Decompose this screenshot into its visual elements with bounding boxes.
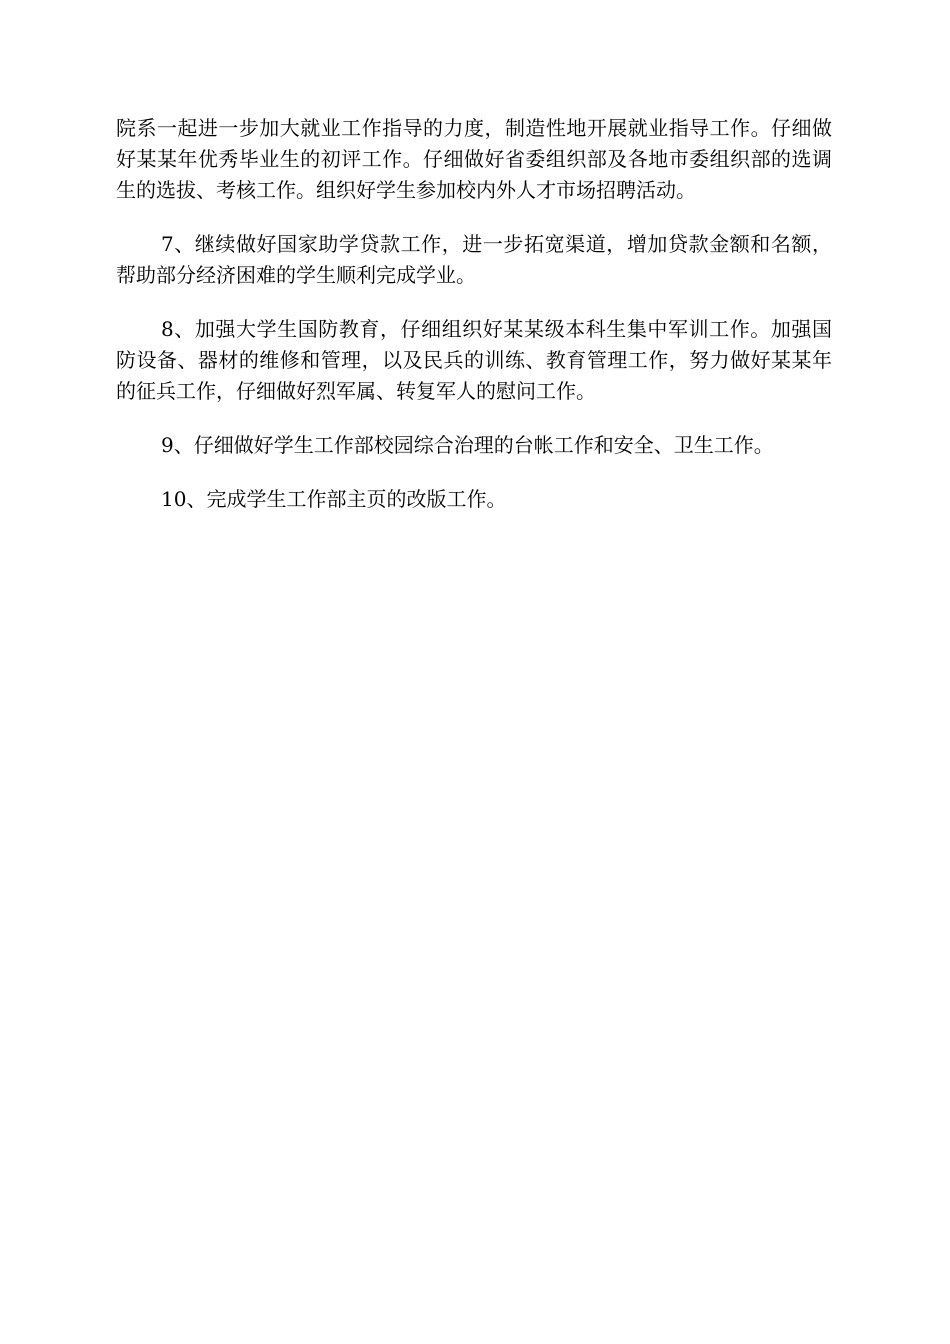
document-body xyxy=(116,113,832,538)
paragraph-employment-guidance: 院系一起进一步加大就业工作指导的力度，制造性地开展就业指导工作。仔细做好某某年优秀毕业生的初评工作。仔细做好省委组织部及各地市委组织部的选调生的选拔、考核工作。组织好学生参加校内外人才市场招聘活动。 xyxy=(116,116,832,202)
paragraph-item-7-student-loans: 7、继续做好国家助学贷款工作，进一步拓宽渠道，增加贷款金额和名额，帮助部分经济困难的学生顺利完成学业。 xyxy=(116,232,832,287)
paragraph-item-9-campus-safety: 9、仔细做好学生工作部校园综合治理的台帐工作和安全、卫生工作。 xyxy=(161,433,774,457)
paragraph-item-8-national-defense: 8、加强大学生国防教育，仔细组织好某某级本科生集中军训工作。加强国防设备、器材的维修和管理，以及民兵的训练、教育管理工作，努力做好某某年的征兵工作，仔细做好烈军属、转复军人的慰问工作。 xyxy=(116,317,832,403)
paragraph-item-10-homepage-revamp: 10、完成学生工作部主页的改版工作。 xyxy=(161,487,507,511)
